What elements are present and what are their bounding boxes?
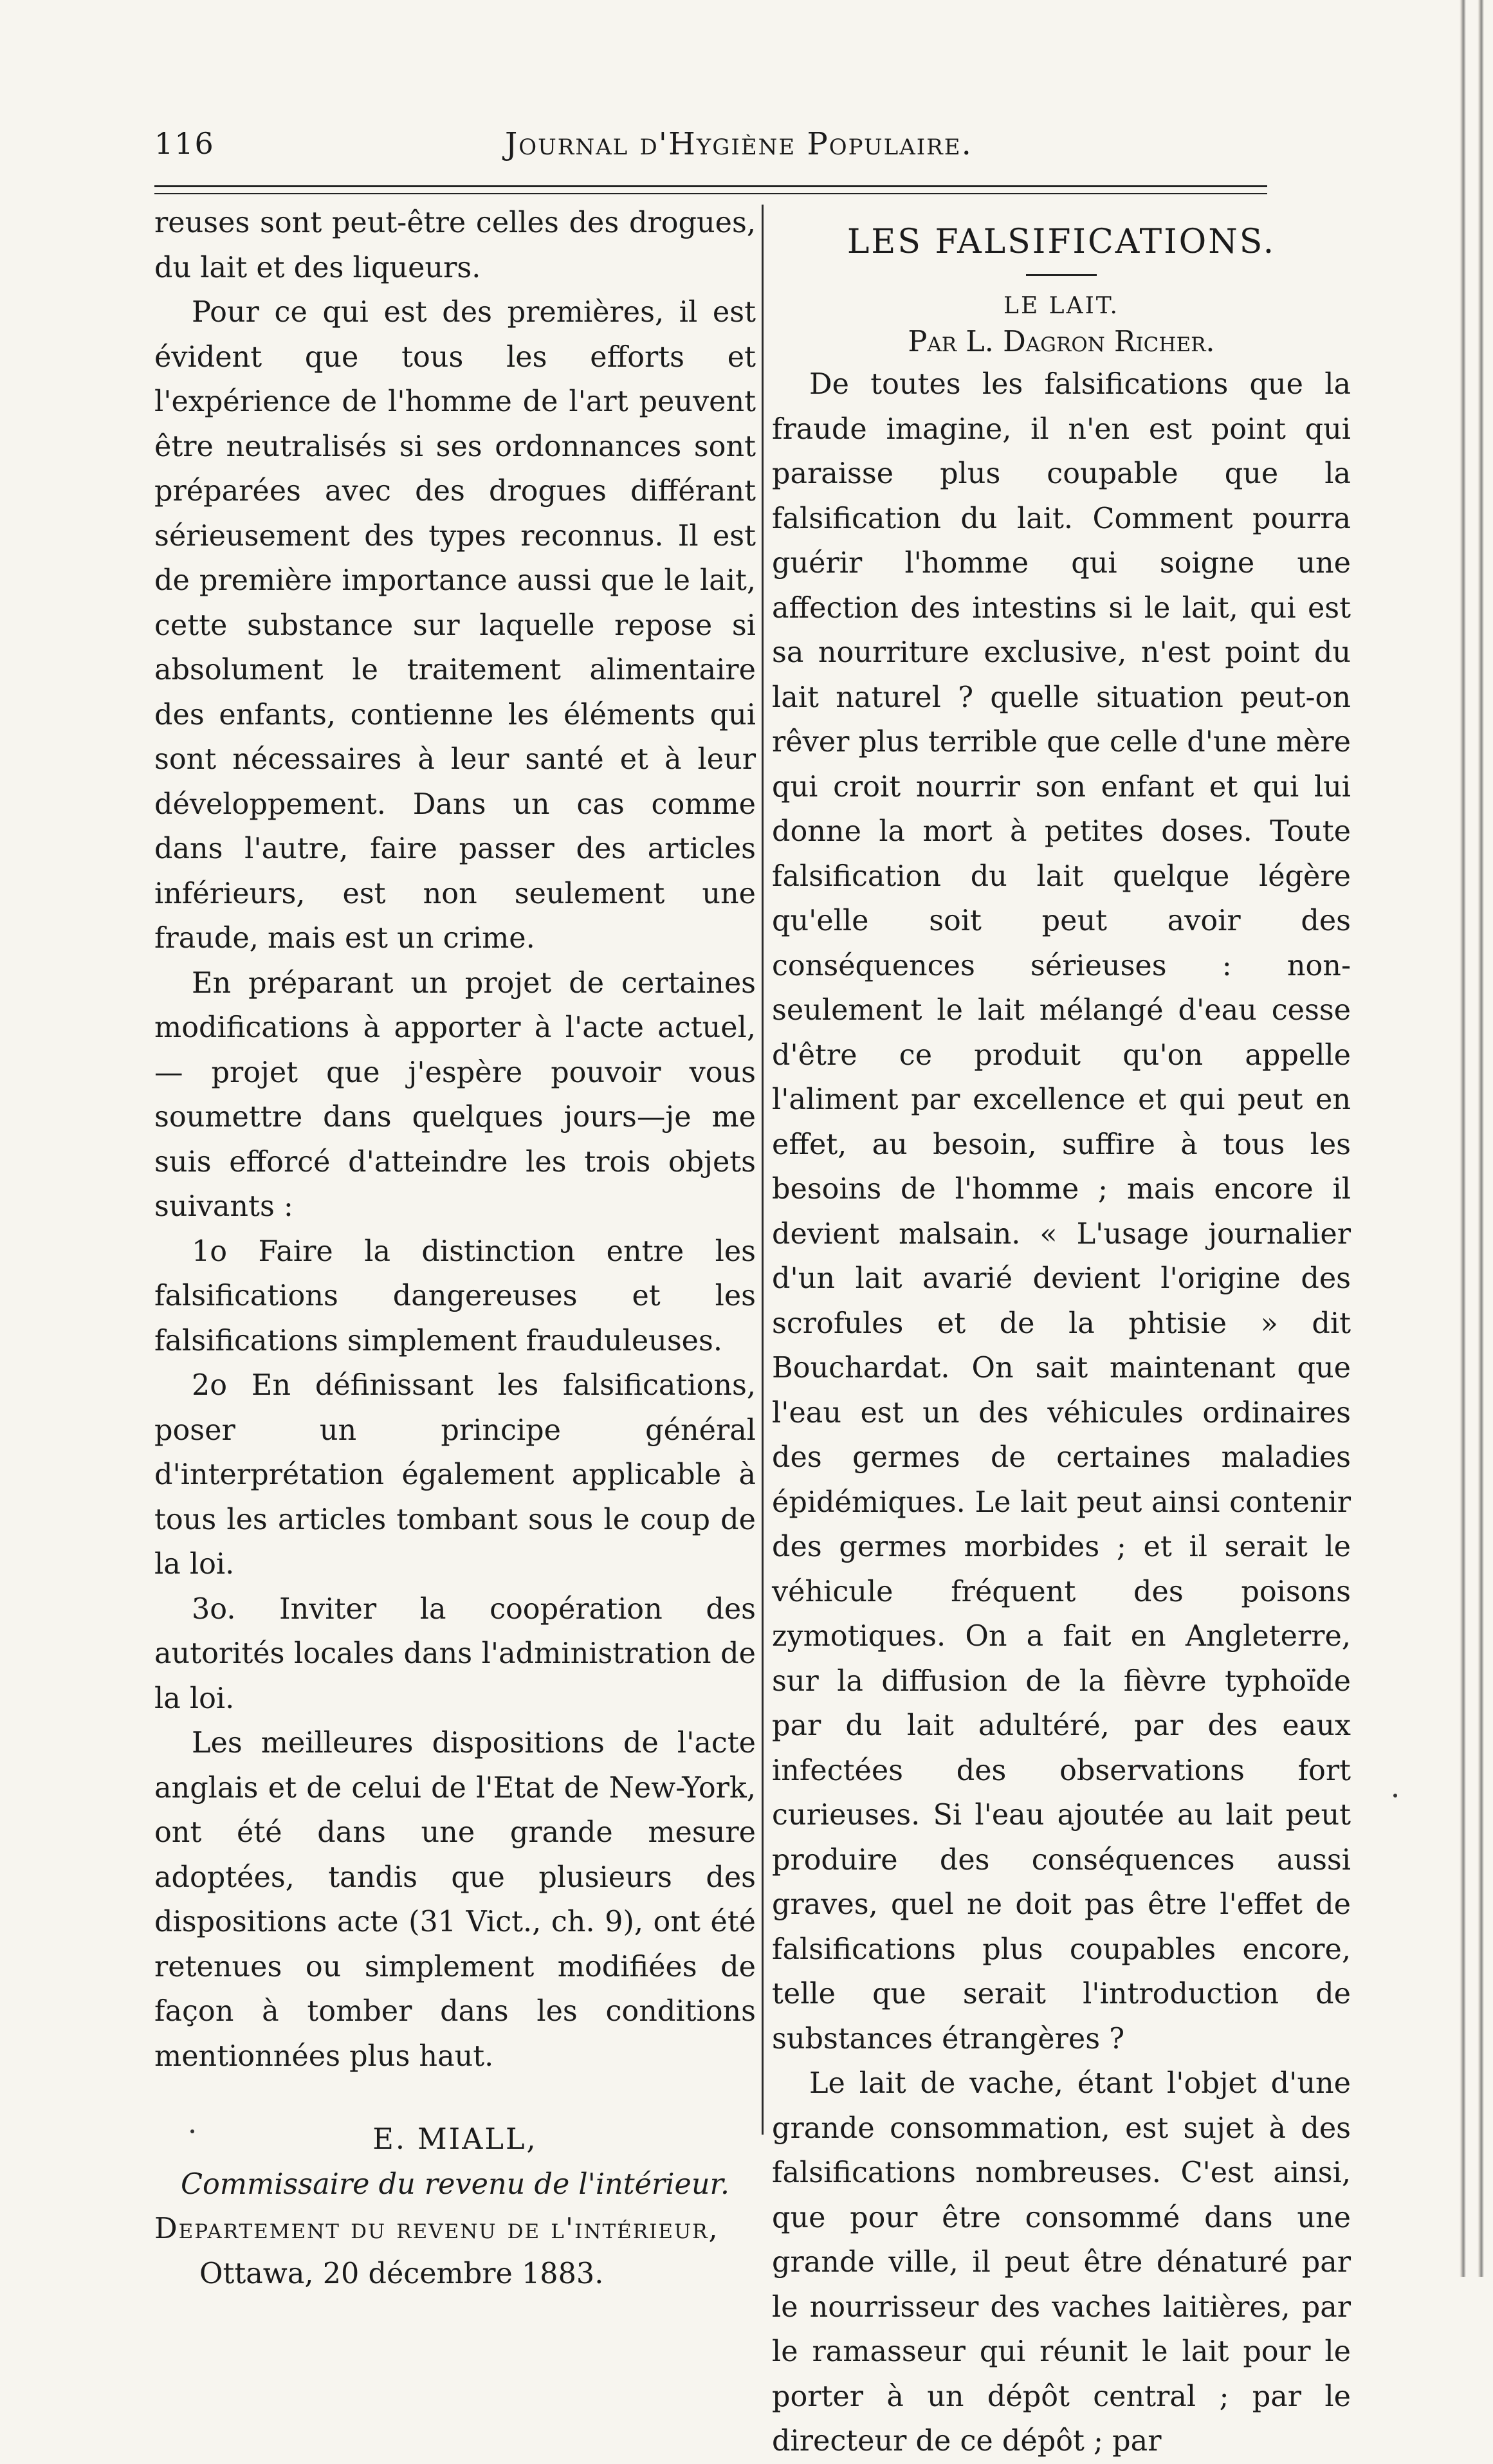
list-item-3: 3o. Inviter la coopération des autorités locales dans l'administration de la loi. bbox=[154, 1592, 756, 1715]
article-subtitle: LE LAIT. bbox=[1003, 293, 1119, 319]
paragraph: Pour ce qui est des premières, il est évident que tous les efforts et l'expérience de l'homme de l'art peuvent être neutralisés si ses ordonnances sont préparées avec des drogues différant sérieusement des types reconnus. Il est de première importance aussi que le lait, cette substance sur laquelle repose si absolument le traitement alimentaire des enfants, contienne les éléments qui sont nécessaires à leur santé et à leur développement. Dans un cas comme dans l'autre, faire passer des articles inférieurs, est non seulement une fraude, mais est un crime. bbox=[154, 296, 756, 955]
signature-department: Departement du revenu de l'intérieur, bbox=[154, 2212, 719, 2245]
paragraph: En préparant un projet de certaines modifications à apporter à l'acte actuel, — projet que j'espère pouvoir vous soumettre dans quelques jours—je me suis efforcé d'atteindre les trois objets suivants : bbox=[154, 966, 756, 1223]
right-column bbox=[772, 201, 1351, 2464]
list-item-1: 1o Faire la distinction entre les falsifications dangereuses et les falsifications simplement frauduleuses. bbox=[154, 1235, 756, 1357]
signature-place-date: Ottawa, 20 décembre 1883. bbox=[199, 2257, 604, 2290]
left-column bbox=[154, 201, 756, 2296]
ink-speck bbox=[190, 2129, 194, 2133]
column-divider bbox=[762, 205, 764, 2135]
signature-title: Commissaire du revenu de l'intérieur. bbox=[180, 2167, 730, 2201]
title-rule bbox=[1026, 274, 1097, 276]
paragraph: De toutes les falsifications que la fraude imagine, il n'en est point qui paraisse plus coupable que la falsification du lait. Comment pourra guérir l'homme qui soigne une affection des intestins si le lait, qui est sa nourriture exclusive, n'est point du lait naturel ? quelle situation peut-on rêver plus terrible que celle d'une mère qui croit nourrir son enfant et qui lui donne la mort à petites doses. Toute falsification du lait quelque légère qu'elle soit peut avoir des conséquences sérieuses : non-seulement le lait mélangé d'eau cesse d'être ce produit qu'on appelle l'aliment par excellence et qui peut en effet, au besoin, suffire à tous les besoins de l'homme ; mais encore il devient malsain. « L'usage journalier d'un lait avarié devient l'origine des scrofules et de la phtisie » dit Bouchardat. On sait maintenant que l'eau est un des véhicules ordinaires des germes de certaines maladies épidémiques. Le lait peut ainsi contenir des germes morbides ; et il serait le véhicule fréquent des poisons zymotiques. On a fait en Angleterre, sur la diffusion de la fièvre typhoïde par du lait adultéré, par des eaux infectées des observations fort curieuses. Si l'eau ajoutée au lait peut produire des conséquences aussi graves, quel ne doit pas être l'effet de falsifications plus coupables encore, telle que serait l'introduction de substances étrangères ? bbox=[772, 368, 1351, 2055]
header-rule bbox=[154, 185, 1267, 194]
paragraph: Les meilleures dispositions de l'acte anglais et de celui de l'Etat de New-York, ont été dans une grande mesure adoptées, tandis que plusieurs des dispositions acte (31 Vict., ch. 9), ont été retenues ou simplement modifiées de façon à tomber dans les conditions mentionnées plus haut. bbox=[154, 1727, 756, 2073]
running-title: Journal d'Hygiène Populaire. bbox=[505, 126, 973, 162]
signature-name: E. MIALL, bbox=[372, 2123, 538, 2156]
section-title: LES FALSIFICATIONS. bbox=[847, 223, 1276, 261]
page-header bbox=[154, 126, 1261, 178]
list-item-2: 2o En définissant les falsifications, poser un principe général d'interprétation également applicable à tous les articles tombant sous le coup de la loi. bbox=[154, 1369, 756, 1581]
ink-speck bbox=[1393, 1794, 1397, 1797]
article-author: Par L. Dagron Richer. bbox=[908, 326, 1215, 358]
page-edge-scan-artifact bbox=[1448, 0, 1493, 2277]
page-number: 116 bbox=[154, 126, 215, 161]
paragraph-continuation: reuses sont peut-être celles des drogues, du lait et des liqueurs. bbox=[154, 207, 756, 284]
paragraph: Le lait de vache, étant l'objet d'une grande consommation, est sujet à des falsifications nombreuses. C'est ainsi, que pour être consommé dans une grande ville, il peut être dénaturé par le nourrisseur des vaches laitières, par le ramasseur qui réunit le lait pour le porter à un dépôt central ; par le directeur de ce dépôt ; par bbox=[772, 2067, 1351, 2458]
